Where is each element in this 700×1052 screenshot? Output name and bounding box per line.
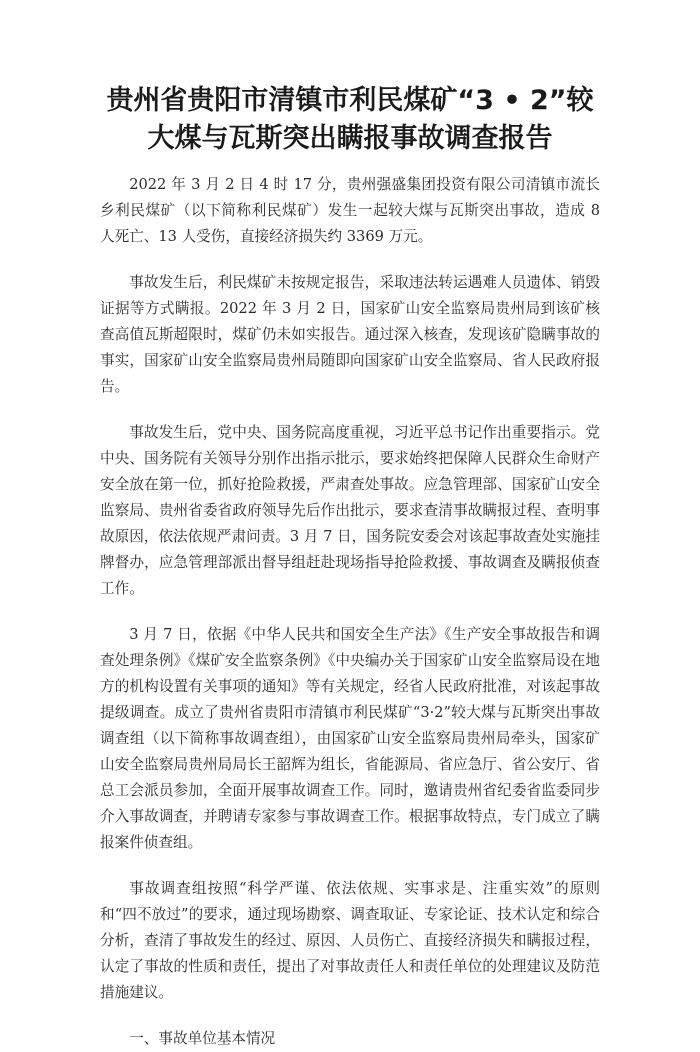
paragraph-investigation-principles: 事故调查组按照“科学严谨、依法依规、实事求是、注重实效”的原则和“四不放过”的要求，通过现场勘察、调查取证、专家论证、技术认定和综合分析，查清了事故发生的经过、原因、人员伤亡、直接经济损失和瞒报过程，认定了事故的性质和责任，提出了对事故责任人和责任单位的处理建议及防范措施建议。 [100, 880, 600, 1001]
paragraph-central-response: 事故发生后，党中央、国务院高度重视，习近平总书记作出重要指示。党中央、国务院有关领导分别作出指示批示，要求始终把保障人民群众生命财产安全放在第一位，抓好抢险救援，严肃查处事故。应急管理部、国家矿山安全监察局、贵州省委省政府领导先后作出批示，要求查清事故瞒报过程、查明事故原因，依法依规严肃问责。3 月 7 日，国务院安委会对该起事故查处实施挂牌督办，应急管理部派出督导组赶赴现场指导抢险救援、事故调查及瞒报侦查工作。 [100, 424, 600, 597]
paragraph-concealment: 事故发生后，利民煤矿未按规定报告，采取违法转运遇难人员遗体、销毁证据等方式瞒报。2022 年 3 月 2 日，国家矿山安全监察局贵州局到该矿核查高值瓦斯超限时，煤矿仍未如实报告。通过深入核查，发现该矿隐瞒事故的事实，国家矿山安全监察局贵州局随即向国家矿山安全监察局、省人民政府报告。 [100, 274, 600, 395]
paragraph-accident-summary: 2022 年 3 月 2 日 4 时 17 分，贵州强盛集团投资有限公司清镇市流长乡利民煤矿（以下简称利民煤矿）发生一起较大煤与瓦斯突出事故，造成 8 人死亡、13 人受伤，直接经济损失约 3369 万元。 [100, 176, 600, 245]
page-title: 贵州省贵阳市清镇市利民煤矿“3 • 2”较大煤与瓦斯突出瞒报事故调查报告 [106, 85, 594, 154]
paragraph-investigation-team: 3 月 7 日，依据《中华人民共和国安全生产法》《生产安全事故报告和调查处理条例》《煤矿安全监察条例》《中央编办关于国家矿山安全监察局设在地方的机构设置有关事项的通知》等有关规定，经省人民政府批准，对该起事故提级调查。成立了贵州省贵阳市清镇市利民煤矿“3·2”较大煤与瓦斯突出事故调查组（以下简称事故调查组），由国家矿山安全监察局贵州局牵头，国家矿山安全监察局贵州局局长王韶辉为组长，省能源局、省应急厅、省公安厅、省总工会派员参加，全面开展事故调查工作。同时，邀请贵州省纪委省监委同步介入事故调查，并聘请专家参与事故调查工作。根据事故特点，专门成立了瞒报案件侦查组。 [100, 626, 600, 851]
section-heading: 一、事故单位基本情况 [129, 1030, 276, 1047]
